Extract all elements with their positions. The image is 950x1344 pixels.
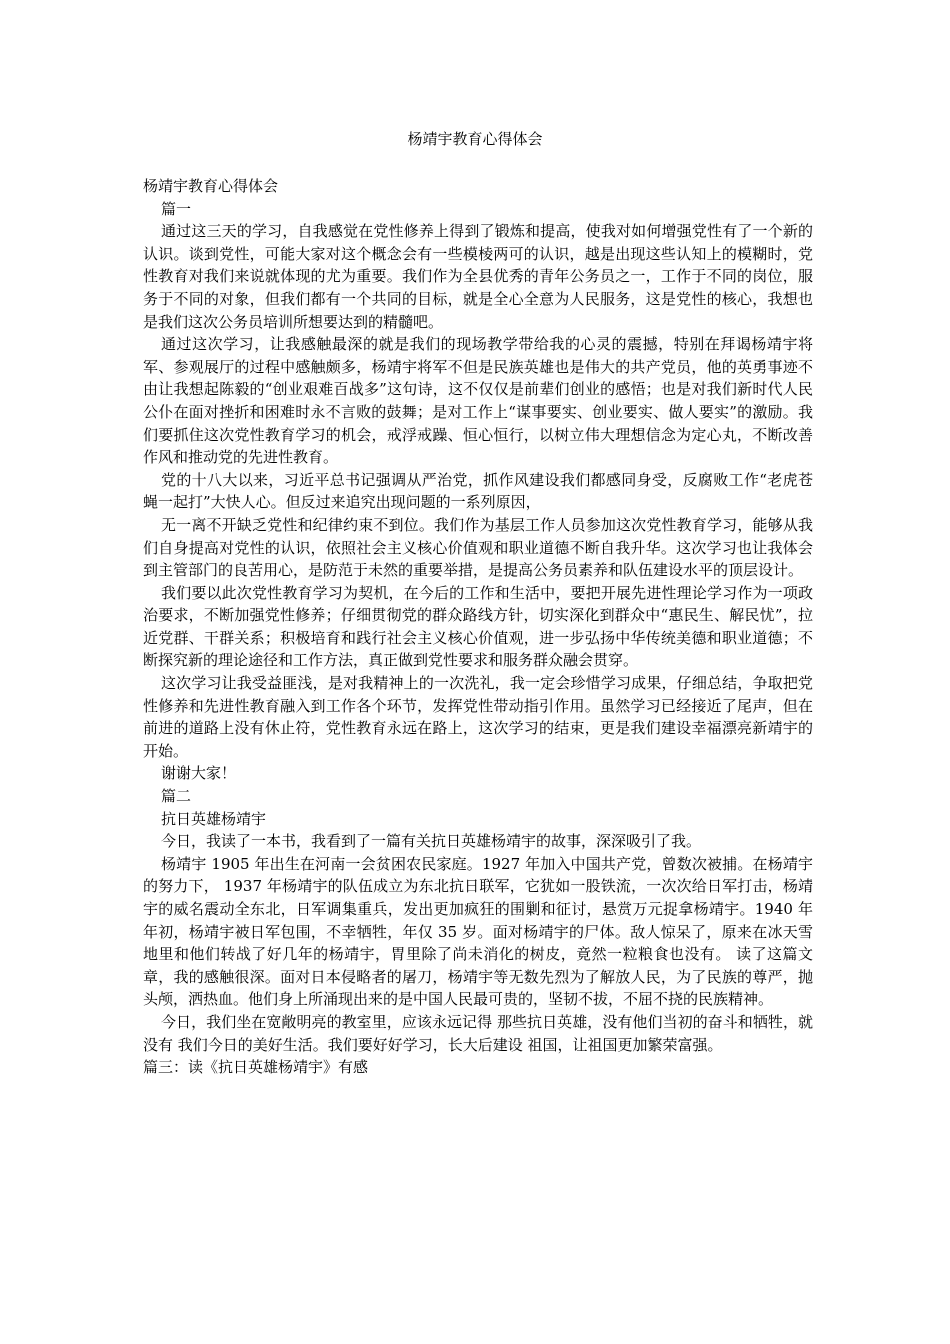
part1-paragraph: 通过这次学习，让我感触最深的就是我们的现场教学带给我的心灵的震撼，特别在拜谒杨靖宇将军、参观展厅的过程中感触颇多，杨靖宇将军不但是民族英雄也是伟大的共产党员，他的英勇事迹不由让我想起陈毅的“创业艰难百战多”这句诗，这不仅仅是前辈们创业的感悟；也是对我们新时代人民公仆在面对挫折和困难时永不言败的鼓舞；是对工作上“谋事要实、创业要实、做人要实”的激励。我们要抓住这次党性教育学习的机会，戒浮戒躁、恒心恒行，以树立伟大理想信念为定心丸，不断改善作风和推动党的先进性教育。	[143, 335, 813, 467]
part1-paragraph: 我们要以此次党性教育学习为契机，在今后的工作和生活中，要把开展先进性理论学习作为一项政治要求，不断加强党性修养；仔细贯彻党的群众路线方针，切实深化到群众中“惠民生、解民忧”，拉近党群、干群关系；积极培育和践行社会主义核心价值观，进一步弘扬中华传统美德和职业道德；不断探究新的理论途径和工作方法，真正做到党性要求和服务群众融会贯穿。	[143, 583, 813, 670]
part1-paragraph: 这次学习让我受益匪浅，是对我精神上的一次洗礼，我一定会珍惜学习成果，仔细总结，争取把党性修养和先进性教育融入到工作各个环节，发挥党性带动指引作用。虽然学习已经接近了尾声，但在前进的道路上没有休止符，党性教育永远在路上，这次学习的结束，更是我们建设幸福漂亮新靖宇的开始。	[143, 674, 813, 760]
part2-label: 篇二	[161, 787, 192, 806]
part2-paragraph: 今日，我读了一本书，我看到了一篇有关抗日英雄杨靖宇的故事，深深吸引了我。	[161, 832, 702, 851]
part1-label: 篇一	[161, 199, 192, 218]
part1-closing: 谢谢大家！	[161, 764, 237, 783]
section-heading: 杨靖宇教育心得体会	[143, 177, 279, 195]
part2-paragraph: 今日，我们坐在宽敞明亮的教室里，应该永远记得 那些抗日英雄，没有他们当初的奋斗和牺牲，就没有 我们今日的美好生活。我们要好好学习，长大后建设 祖国，让祖国更加繁荣富强。	[143, 1012, 813, 1054]
part1-paragraph: 无一离不开缺乏党性和纪律约束不到位。我们作为基层工作人员参加这次党性教育学习，能够从我们自身提高对党性的认识，依照社会主义核心价值观和职业道德不断自我升华。这次学习也让我体会到主管部门的良苦用心，是防范于未然的重要举措，是提高公务员素养和队伍建设水平的顶层设计。	[143, 515, 813, 580]
part2-paragraph: 杨靖宇 1905 年出生在河南一会贫困农民家庭。1927 年加入中国共产党，曾数次被捕。在杨靖宇的努力下， 1937 年杨靖宇的队伍成立为东北抗日联军，它犹如一股铁流，一次次给日军打击，杨靖宇的威名震动全东北，日军调集重兵，发出更加疯狂的围剿和征讨，悬赏万元捉拿杨靖宇。1940 年年初，杨靖宇被日军包围，不幸牺牲，年仅 35 岁。面对杨靖宇的尸体。敌人惊呆了，原来在冰天雪地里和他们转战了好几年的杨靖宇，胃里除了尚未消化的树皮，竟然一粒粮食也没有。 读了这篇文章，我的感触很深。面对日本侵略者的屠刀，杨靖宇等无数先烈为了解放人民，为了民族的尊严，抛头颅，洒热血。他们身上所涌现出来的是中国人民最可贵的，坚韧不拔，不屈不挠的民族精神。	[143, 854, 813, 1009]
part1-paragraph: 通过这三天的学习，自我感觉在党性修养上得到了锻炼和提高，使我对如何增强党性有了一个新的认识。谈到党性，可能大家对这个概念会有一些模棱两可的认识，越是出现这些认知上的模糊时，党性教育对我们来说就体现的尤为重要。我们作为全县优秀的青年公务员之一，工作于不同的岗位，服务于不同的对象，但我们都有一个共同的目标，就是全心全意为人民服务，这是党性的核心，我想也是我们这次公务员培训所想要达到的精髓吧。	[143, 222, 813, 331]
part1-paragraph: 党的十八大以来，习近平总书记强调从严治党，抓作风建设我们都感同身受，反腐败工作“老虎苍蝇一起打”大快人心。但反过来追究出现问题的一系列原因，	[143, 470, 813, 512]
document-body	[143, 175, 813, 1079]
part2-subtitle: 抗日英雄杨靖宇	[161, 809, 267, 828]
part3-label: 篇三：读《抗日英雄杨靖宇》有感	[143, 1058, 369, 1077]
document-title: 杨靖宇教育心得体会	[407, 130, 543, 148]
